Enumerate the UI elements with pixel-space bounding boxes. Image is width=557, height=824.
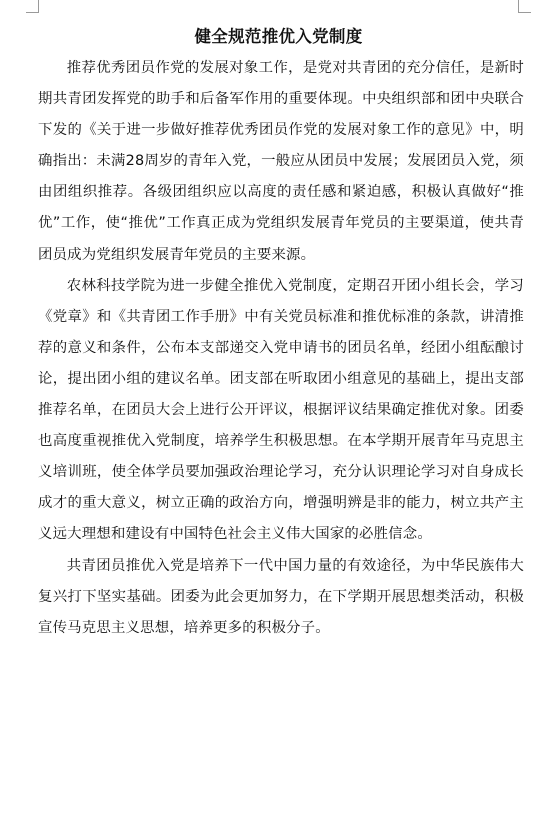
document-body bbox=[38, 53, 524, 644]
page-corner-mark-right bbox=[518, 0, 531, 13]
paragraph-2: 农林科技学院为进一步健全推优入党制度，定期召开团小组长会，学习《党章》和《共青团工作手册》中有关党员标准和推优标准的条款，讲清推荐的意义和条件，公布本支部递交入党申请书的团员名单，经团小组酝酿讨论，提出团小组的建议名单。团支部在听取团小组意见的基础上，提出支部推荐名单，在团员大会上进行公开评议，根据评议结果确定推优对象。团委也高度重视推优入党制度，培养学生积极思想。在本学期开展青年马克思主义培训班，使全体学员要加强政治理论学习，充分认识理论学习对自身成长成才的重大意义，树立正确的政治方向，增强明辨是非的能力，树立共产主义远大理想和建设有中国特色社会主义伟大国家的必胜信念。 bbox=[38, 277, 524, 543]
paragraph-1: 推荐优秀团员作党的发展对象工作，是党对共青团的充分信任，是新时期共青团发挥党的助手和后备军作用的重要体现。中央组织部和团中央联合下发的《关于进一步做好推荐优秀团员作党的发展对象工作的意见》中，明确指出：未满28周岁的青年入党，一般应从团员中发展；发展团员入党，须由团组织推荐。各级团组织应以高度的责任感和紧迫感，积极认真做好“推优”工作，使“推优”工作真正成为党组织发展青年党员的主要渠道，使共青团员成为党组织发展青年党员的主要来源。 bbox=[38, 60, 524, 263]
document-title: 健全规范推优入党制度 bbox=[194, 27, 363, 47]
paragraph-3: 共青团员推优入党是培养下一代中国力量的有效途径，为中华民族伟大复兴打下坚实基础。团委为此会更加努力，在下学期开展思想类活动，积极宣传马克思主义思想，培养更多的积极分子。 bbox=[38, 557, 524, 636]
page-corner-mark-left bbox=[26, 0, 39, 13]
